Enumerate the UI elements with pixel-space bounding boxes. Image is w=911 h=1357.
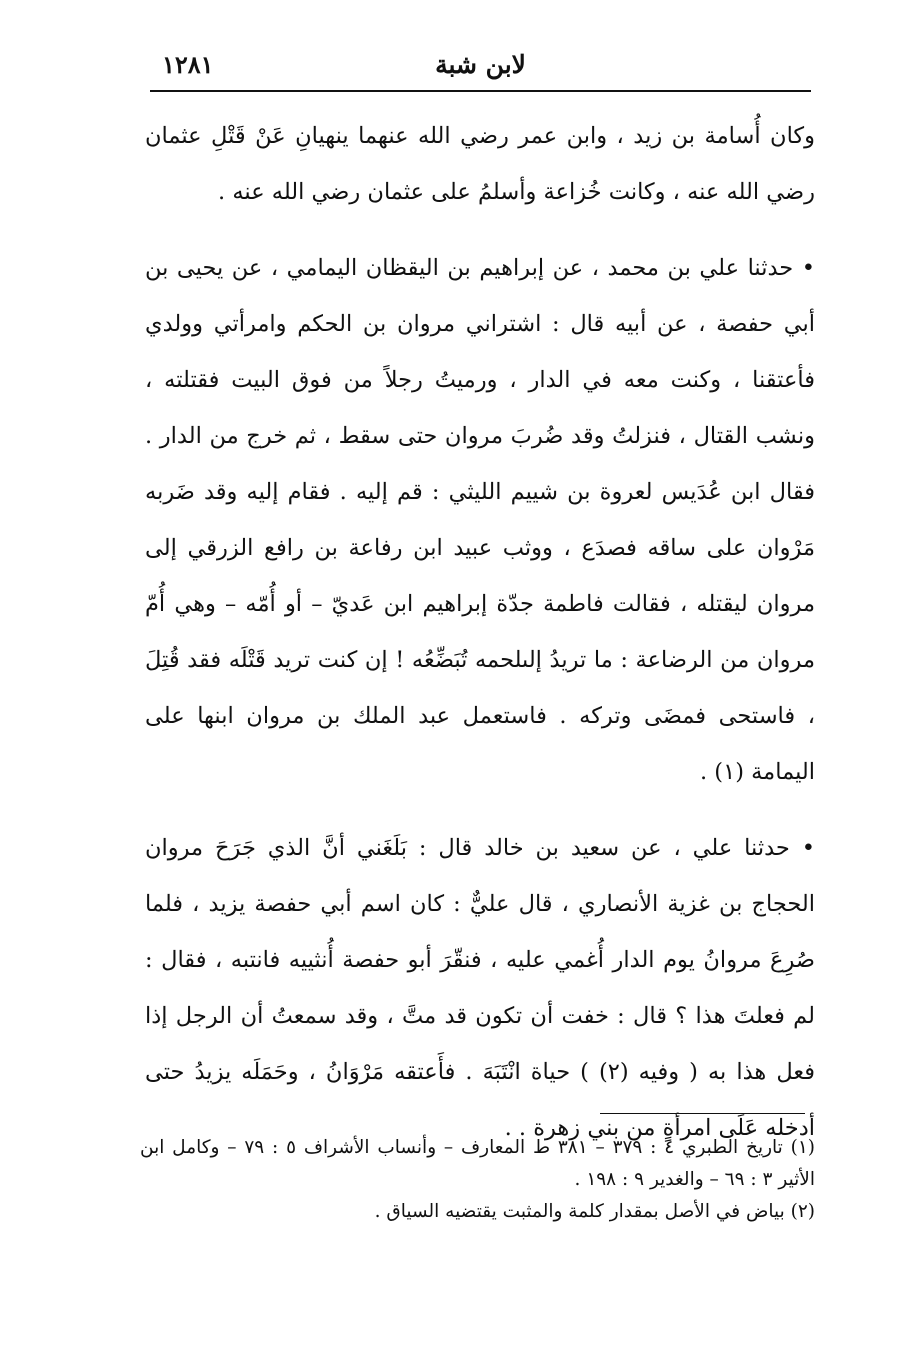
footnote-2: (٢) بياض في الأصل بمقدار كلمة والمثبت يقتضيه السياق . (374, 1201, 815, 1222)
page-header (150, 44, 811, 92)
footnote-divider (600, 1113, 805, 1114)
page-number: ١٢٨١ (162, 50, 214, 79)
paragraph-3: • حدثنا علي ، عن سعيد بن خالد قال : بَلَغَني أنَّ الذي جَرَحَ مروان الحجاج بن غزية الأنصاري ، قال عليٌّ : كان اسم أبي حفصة يزيد ، فلما صُرِعَ مروانُ يوم الدار أُغمي عليه ، فنقّرَ أبو حفصة أُنثييه فانتبه ، فقال : لم فعلتَ هذا ؟ قال : خفت أن تكون قد متَّ ، وقد سمعتُ أن الرجل إذا فعل هذا به ( وفيه (٢) ) حياة انْتَبَهَ . فأَعتقه مَرْوَانُ ، وحَمَلَه يزيدُ حتى أدخله عَلَى امرأةٍ من بني زهرة . . (145, 835, 815, 1141)
footnotes (140, 1132, 815, 1228)
paragraph-1: وكان أُسامة بن زيد ، وابن عمر رضي الله عنهما ينهيانِ عَنْ قَتْلِ عثمان رضي الله عنه ، وكانت خُزاعة وأسلمُ على عثمان رضي الله عنه . (145, 123, 815, 205)
main-text (145, 108, 815, 1156)
running-head: لابن شبة (435, 50, 526, 79)
paragraph-2: • حدثنا علي بن محمد ، عن إبراهيم بن اليقظان اليمامي ، عن يحيى بن أبي حفصة ، عن أبيه قال : اشتراني مروان بن الحكم وامرأتي وولدي فأعتقنا ، وكنت معه في الدار ، ورميتُ رجلاً من فوق البيت فقتلته ، ونشب القتال ، فنزلتُ وقد ضُربَ مروان حتى سقط ، ثم خرج من الدار . فقال ابن عُدَيس لعروة بن شييم الليثي : قم إليه . فقام إليه وقد ضَربه مَرْوان على ساقه فصدَع ، ووثب عبيد ابن رفاعة بن رافع الزرقي إلى مروان ليقتله ، فقالت فاطمة جدّة إبراهيم ابن عَديّ – أو أُمّه – وهي أُمّ مروان من الرضاعة : ما تريدُ إلىلحمه تُبَضِّعُه ! إن كنت تريد قَتْلَه فقد قُتِلَ ، فاستحى فمضَى وتركه . فاستعمل عبد الملك بن مروان ابنها على اليمامة (١) . (145, 255, 815, 785)
footnote-1: (١) تاريخ الطبري ٤ : ٣٧٩ – ٣٨١ ط المعارف – وأنساب الأشراف ٥ : ٧٩ – وكامل ابن الأثير ٣ : ٦٩ – والغدير ٩ : ١٩٨ . (140, 1137, 816, 1190)
